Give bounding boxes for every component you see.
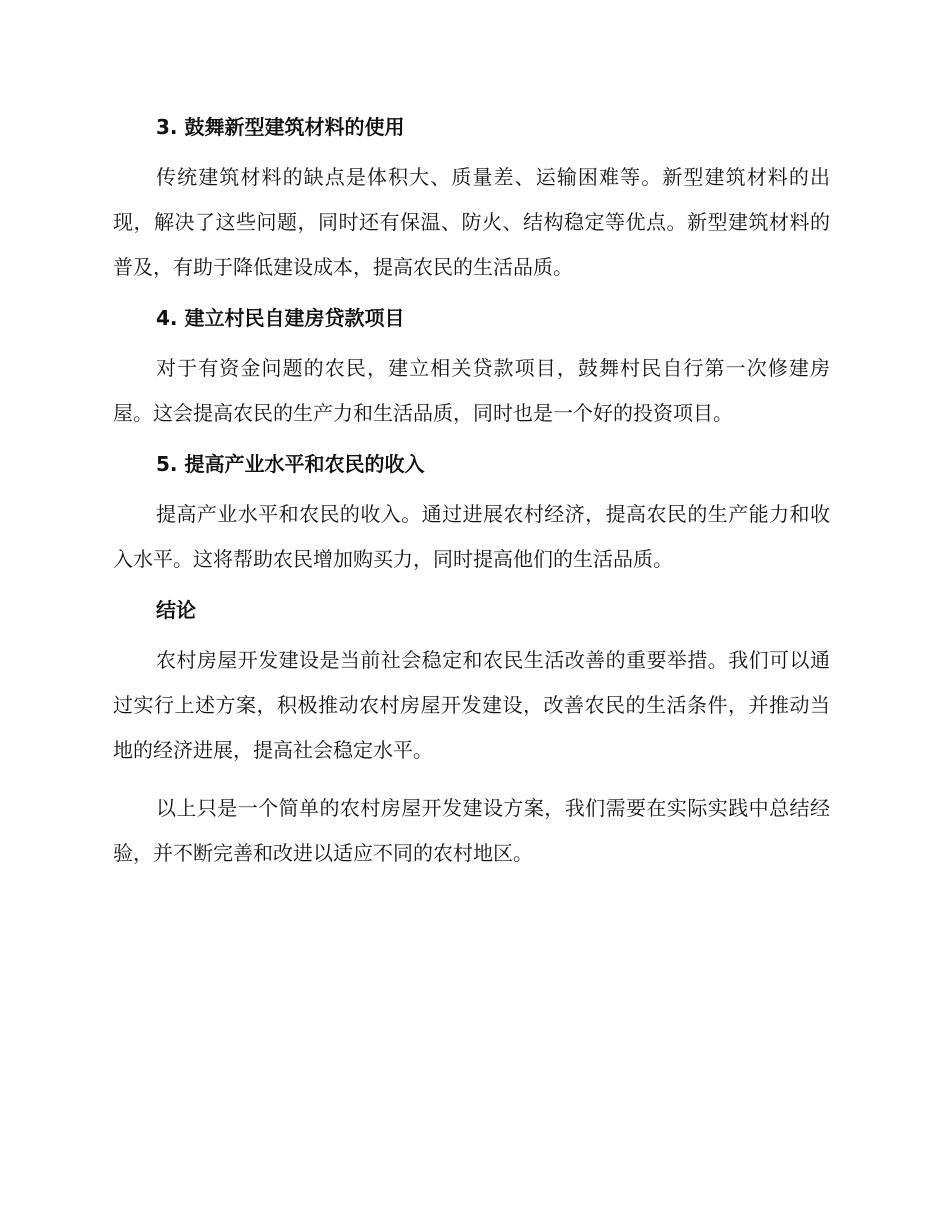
- section-heading-3: 3. 鼓舞新型建筑材料的使用: [156, 115, 405, 139]
- conclusion-paragraph-2: 以上只是一个简单的农村房屋开发建设方案，我们需要在实际实践中总结经验，并不断完善和改进以适应不同的农村地区。: [113, 796, 830, 865]
- section-heading-5: 5. 提高产业水平和农民的收入: [156, 452, 425, 476]
- section-paragraph-4: 对于有资金问题的农民，建立相关贷款项目，鼓舞村民自行第一次修建房屋。这会提高农民的生产力和生活品质，同时也是一个好的投资项目。: [113, 356, 830, 425]
- section-paragraph-5: 提高产业水平和农民的收入。通过进展农村经济，提高农民的生产能力和收入水平。这将帮助农民增加购买力，同时提高他们的生活品质。: [113, 502, 830, 571]
- conclusion-heading: 结论: [156, 598, 196, 622]
- section-paragraph-3: 传统建筑材料的缺点是体积大、质量差、运输困难等。新型建筑材料的出现，解决了这些问题，同时还有保温、防火、结构稳定等优点。新型建筑材料的普及，有助于降低建设成本，提高农民的生活品质。: [113, 165, 830, 279]
- conclusion-paragraph-1: 农村房屋开发建设是当前社会稳定和农民生活改善的重要举措。我们可以通过实行上述方案，积极推动农村房屋开发建设，改善农民的生活条件，并推动当地的经济进展，提高社会稳定水平。: [113, 648, 830, 762]
- section-heading-4: 4. 建立村民自建房贷款项目: [156, 306, 405, 330]
